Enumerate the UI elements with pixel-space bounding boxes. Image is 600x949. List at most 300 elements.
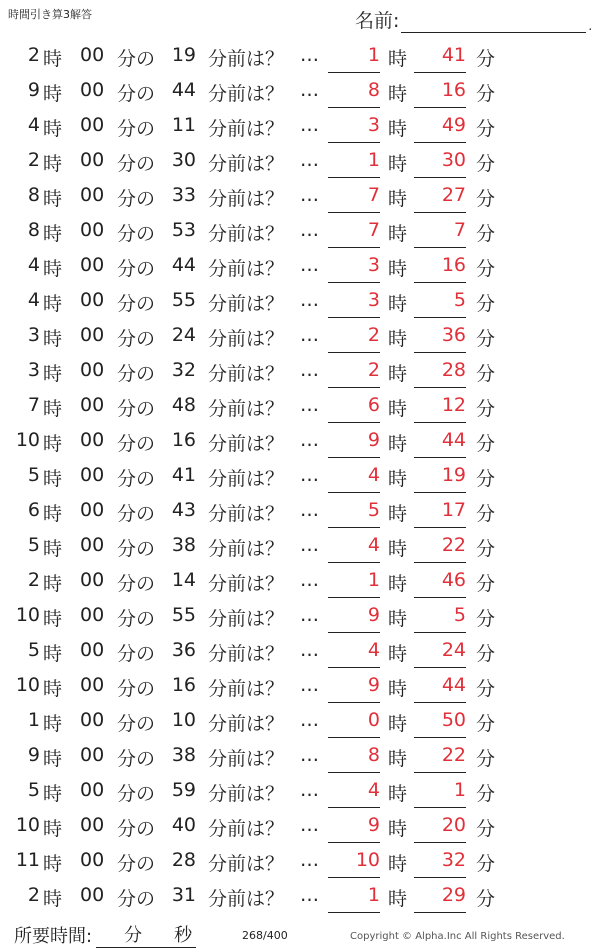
question-suffix: 分前は？ (208, 328, 285, 350)
answer-minute: 17 (414, 499, 466, 528)
ellipsis: … (300, 639, 319, 661)
ellipsis: … (300, 394, 319, 416)
problem-minute: 00 (80, 779, 105, 801)
time-second-unit: 秒 (174, 925, 193, 946)
minute-unit-of: 分の (117, 818, 156, 840)
answer-hour-unit: 時 (388, 153, 408, 175)
question-suffix: 分前は？ (208, 223, 285, 245)
question-suffix: 分前は？ (208, 748, 285, 770)
answer-minute-unit: 分 (476, 118, 496, 140)
problem-hour: 6 (27, 499, 40, 521)
answer-minute: 50 (414, 709, 466, 738)
problem-hour: 5 (27, 779, 40, 801)
problem-row (0, 390, 600, 425)
answer-minute-unit: 分 (476, 153, 496, 175)
ellipsis: … (300, 219, 319, 241)
minute-unit-of: 分の (117, 748, 156, 770)
minute-unit-of: 分の (117, 363, 156, 385)
ellipsis: … (300, 114, 319, 136)
hour-unit: 時 (43, 258, 63, 280)
answer-hour: 3 (328, 289, 380, 318)
problem-row (0, 845, 600, 880)
subtract-minutes: 32 (171, 359, 196, 381)
hour-unit: 時 (43, 538, 63, 560)
problem-hour: 10 (15, 429, 40, 451)
answer-hour-unit: 時 (388, 468, 408, 490)
subtract-minutes: 16 (171, 674, 196, 696)
ellipsis: … (300, 429, 319, 451)
problem-row (0, 75, 600, 110)
problem-hour: 9 (27, 744, 40, 766)
answer-minute: 29 (414, 884, 466, 913)
answer-minute: 36 (414, 324, 466, 353)
answer-minute-unit: 分 (476, 503, 496, 525)
time-label: 所要時間: (14, 926, 93, 947)
problem-minute: 00 (80, 149, 105, 171)
hour-unit: 時 (43, 223, 63, 245)
answer-minute-unit: 分 (476, 573, 496, 595)
minute-unit-of: 分の (117, 118, 156, 140)
problem-hour: 10 (15, 674, 40, 696)
answer-hour-unit: 時 (388, 643, 408, 665)
question-suffix: 分前は？ (208, 433, 285, 455)
ellipsis: … (300, 709, 319, 731)
hour-unit: 時 (43, 398, 63, 420)
answer-hour-unit: 時 (388, 748, 408, 770)
problem-minute: 00 (80, 744, 105, 766)
hour-unit: 時 (43, 818, 63, 840)
subtract-minutes: 44 (171, 254, 196, 276)
hour-unit: 時 (43, 188, 63, 210)
name-blank (401, 12, 586, 33)
answer-minute: 16 (414, 254, 466, 283)
problem-hour: 4 (27, 289, 40, 311)
answer-minute: 44 (414, 429, 466, 458)
answer-minute: 28 (414, 359, 466, 388)
hour-unit: 時 (43, 468, 63, 490)
problem-hour: 3 (27, 359, 40, 381)
answer-hour-unit: 時 (388, 258, 408, 280)
minute-unit-of: 分の (117, 188, 156, 210)
problem-row (0, 250, 600, 285)
answer-hour: 7 (328, 219, 380, 248)
answer-hour: 10 (328, 849, 380, 878)
answer-hour-unit: 時 (388, 678, 408, 700)
problem-hour: 9 (27, 79, 40, 101)
problem-row (0, 495, 600, 530)
question-suffix: 分前は？ (208, 188, 285, 210)
subtract-minutes: 40 (171, 814, 196, 836)
hour-unit: 時 (43, 433, 63, 455)
question-suffix: 分前は？ (208, 83, 285, 105)
answer-minute-unit: 分 (476, 783, 496, 805)
problem-minute: 00 (80, 534, 105, 556)
answer-minute: 16 (414, 79, 466, 108)
answer-minute: 22 (414, 534, 466, 563)
answer-hour-unit: 時 (388, 398, 408, 420)
subtract-minutes: 11 (171, 114, 196, 136)
answer-hour: 4 (328, 464, 380, 493)
problem-minute: 00 (80, 884, 105, 906)
problem-hour: 5 (27, 639, 40, 661)
question-suffix: 分前は？ (208, 468, 285, 490)
problem-row (0, 215, 600, 250)
minute-unit-of: 分の (117, 783, 156, 805)
answer-minute: 44 (414, 674, 466, 703)
answer-minute: 41 (414, 44, 466, 73)
problem-hour: 8 (27, 219, 40, 241)
time-minute-unit: 分 (124, 925, 143, 946)
ellipsis: … (300, 464, 319, 486)
answer-hour-unit: 時 (388, 783, 408, 805)
ellipsis: … (300, 814, 319, 836)
problem-minute: 00 (80, 849, 105, 871)
problem-minute: 00 (80, 429, 105, 451)
problem-hour: 2 (27, 884, 40, 906)
problem-minute: 00 (80, 709, 105, 731)
problem-row (0, 670, 600, 705)
problem-minute: 00 (80, 499, 105, 521)
hour-unit: 時 (43, 643, 63, 665)
answer-hour-unit: 時 (388, 538, 408, 560)
answer-hour-unit: 時 (388, 48, 408, 70)
answer-hour: 3 (328, 254, 380, 283)
problem-row (0, 110, 600, 145)
subtract-minutes: 10 (171, 709, 196, 731)
answer-hour: 9 (328, 429, 380, 458)
answer-hour-unit: 時 (388, 503, 408, 525)
answer-hour: 1 (328, 884, 380, 913)
hour-unit: 時 (43, 83, 63, 105)
minute-unit-of: 分の (117, 888, 156, 910)
minute-unit-of: 分の (117, 153, 156, 175)
answer-hour-unit: 時 (388, 328, 408, 350)
minute-unit-of: 分の (117, 223, 156, 245)
question-suffix: 分前は？ (208, 258, 285, 280)
question-suffix: 分前は？ (208, 363, 285, 385)
problem-minute: 00 (80, 569, 105, 591)
worksheet-title: 時間引き算3解答 (8, 8, 92, 21)
answer-minute: 7 (414, 219, 466, 248)
answer-minute-unit: 分 (476, 643, 496, 665)
question-suffix: 分前は？ (208, 573, 285, 595)
question-suffix: 分前は？ (208, 713, 285, 735)
subtract-minutes: 53 (171, 219, 196, 241)
problem-minute: 00 (80, 114, 105, 136)
answer-minute-unit: 分 (476, 608, 496, 630)
problem-row (0, 705, 600, 740)
answer-hour-unit: 時 (388, 188, 408, 210)
answer-hour-unit: 時 (388, 573, 408, 595)
problem-minute: 00 (80, 184, 105, 206)
problem-minute: 00 (80, 359, 105, 381)
ellipsis: … (300, 289, 319, 311)
answer-hour: 8 (328, 744, 380, 773)
answer-minute-unit: 分 (476, 398, 496, 420)
answer-hour: 9 (328, 674, 380, 703)
hour-unit: 時 (43, 573, 63, 595)
subtract-minutes: 38 (171, 744, 196, 766)
page-number: 268/400 (242, 929, 288, 942)
minute-unit-of: 分の (117, 468, 156, 490)
answer-hour: 4 (328, 534, 380, 563)
hour-unit: 時 (43, 748, 63, 770)
subtract-minutes: 28 (171, 849, 196, 871)
answer-hour-unit: 時 (388, 223, 408, 245)
hour-unit: 時 (43, 328, 63, 350)
answer-minute: 12 (414, 394, 466, 423)
answer-minute-unit: 分 (476, 328, 496, 350)
question-suffix: 分前は？ (208, 293, 285, 315)
problem-minute: 00 (80, 44, 105, 66)
problem-hour: 2 (27, 149, 40, 171)
minute-unit-of: 分の (117, 328, 156, 350)
minute-unit-of: 分の (117, 293, 156, 315)
hour-unit: 時 (43, 293, 63, 315)
answer-hour: 9 (328, 604, 380, 633)
ellipsis: … (300, 849, 319, 871)
answer-minute: 5 (414, 289, 466, 318)
minute-unit-of: 分の (117, 538, 156, 560)
problem-minute: 00 (80, 814, 105, 836)
problem-minute: 00 (80, 394, 105, 416)
problem-minute: 00 (80, 604, 105, 626)
ellipsis: … (300, 569, 319, 591)
answer-hour: 4 (328, 779, 380, 808)
answer-minute-unit: 分 (476, 83, 496, 105)
answer-hour-unit: 時 (388, 888, 408, 910)
problem-hour: 1 (27, 709, 40, 731)
problem-hour: 10 (15, 604, 40, 626)
answer-hour: 2 (328, 324, 380, 353)
problem-row (0, 145, 600, 180)
subtract-minutes: 31 (171, 884, 196, 906)
problem-hour: 10 (15, 814, 40, 836)
hour-unit: 時 (43, 678, 63, 700)
ellipsis: … (300, 254, 319, 276)
problem-minute: 00 (80, 639, 105, 661)
problem-row (0, 355, 600, 390)
subtract-minutes: 36 (171, 639, 196, 661)
answer-minute: 27 (414, 184, 466, 213)
subtract-minutes: 55 (171, 289, 196, 311)
problem-minute: 00 (80, 254, 105, 276)
answer-hour: 7 (328, 184, 380, 213)
subtract-minutes: 19 (171, 44, 196, 66)
answer-hour: 3 (328, 114, 380, 143)
hour-unit: 時 (43, 118, 63, 140)
problem-row (0, 180, 600, 215)
question-suffix: 分前は？ (208, 608, 285, 630)
minute-unit-of: 分の (117, 713, 156, 735)
ellipsis: … (300, 604, 319, 626)
subtract-minutes: 59 (171, 779, 196, 801)
answer-hour: 1 (328, 44, 380, 73)
minute-unit-of: 分の (117, 608, 156, 630)
problem-hour: 5 (27, 534, 40, 556)
answer-minute-unit: 分 (476, 293, 496, 315)
answer-minute-unit: 分 (476, 818, 496, 840)
problem-hour: 3 (27, 324, 40, 346)
answer-hour-unit: 時 (388, 433, 408, 455)
answer-hour: 1 (328, 149, 380, 178)
subtract-minutes: 44 (171, 79, 196, 101)
ellipsis: … (300, 44, 319, 66)
subtract-minutes: 41 (171, 464, 196, 486)
answer-hour: 5 (328, 499, 380, 528)
answer-hour-unit: 時 (388, 293, 408, 315)
time-blank (96, 927, 196, 948)
minute-unit-of: 分の (117, 433, 156, 455)
answer-minute-unit: 分 (476, 48, 496, 70)
answer-hour: 0 (328, 709, 380, 738)
name-field (355, 6, 592, 33)
question-suffix: 分前は？ (208, 538, 285, 560)
answer-minute: 49 (414, 114, 466, 143)
hour-unit: 時 (43, 503, 63, 525)
subtract-minutes: 33 (171, 184, 196, 206)
answer-minute: 5 (414, 604, 466, 633)
answer-minute-unit: 分 (476, 538, 496, 560)
ellipsis: … (300, 674, 319, 696)
problem-row (0, 880, 600, 915)
question-suffix: 分前は？ (208, 783, 285, 805)
answer-minute-unit: 分 (476, 223, 496, 245)
answer-minute-unit: 分 (476, 363, 496, 385)
answer-hour-unit: 時 (388, 363, 408, 385)
problem-hour: 2 (27, 569, 40, 591)
answer-minute-unit: 分 (476, 888, 496, 910)
hour-unit: 時 (43, 608, 63, 630)
hour-unit: 時 (43, 713, 63, 735)
problem-list (0, 40, 600, 915)
answer-minute-unit: 分 (476, 433, 496, 455)
problem-row (0, 635, 600, 670)
answer-minute: 24 (414, 639, 466, 668)
name-label: 名前: (355, 10, 400, 32)
problem-hour: 11 (15, 849, 40, 871)
answer-hour: 4 (328, 639, 380, 668)
answer-hour: 1 (328, 569, 380, 598)
subtract-minutes: 14 (171, 569, 196, 591)
question-suffix: 分前は？ (208, 818, 285, 840)
problem-minute: 00 (80, 289, 105, 311)
minute-unit-of: 分の (117, 573, 156, 595)
hour-unit: 時 (43, 153, 63, 175)
minute-unit-of: 分の (117, 503, 156, 525)
answer-hour-unit: 時 (388, 118, 408, 140)
answer-hour-unit: 時 (388, 83, 408, 105)
problem-row (0, 40, 600, 75)
answer-minute: 20 (414, 814, 466, 843)
minute-unit-of: 分の (117, 678, 156, 700)
subtract-minutes: 55 (171, 604, 196, 626)
question-suffix: 分前は？ (208, 153, 285, 175)
problem-row (0, 740, 600, 775)
problem-minute: 00 (80, 219, 105, 241)
answer-hour: 8 (328, 79, 380, 108)
answer-minute: 22 (414, 744, 466, 773)
answer-minute-unit: 分 (476, 258, 496, 280)
subtract-minutes: 48 (171, 394, 196, 416)
problem-row (0, 565, 600, 600)
subtract-minutes: 24 (171, 324, 196, 346)
minute-unit-of: 分の (117, 83, 156, 105)
problem-hour: 7 (27, 394, 40, 416)
question-suffix: 分前は？ (208, 888, 285, 910)
ellipsis: … (300, 744, 319, 766)
minute-unit-of: 分の (117, 258, 156, 280)
answer-minute: 30 (414, 149, 466, 178)
hour-unit: 時 (43, 48, 63, 70)
problem-hour: 8 (27, 184, 40, 206)
subtract-minutes: 38 (171, 534, 196, 556)
answer-minute-unit: 分 (476, 853, 496, 875)
problem-minute: 00 (80, 674, 105, 696)
minute-unit-of: 分の (117, 853, 156, 875)
answer-minute: 19 (414, 464, 466, 493)
answer-hour: 2 (328, 359, 380, 388)
answer-minute: 46 (414, 569, 466, 598)
problem-row (0, 460, 600, 495)
answer-minute-unit: 分 (476, 748, 496, 770)
answer-hour-unit: 時 (388, 818, 408, 840)
ellipsis: … (300, 79, 319, 101)
ellipsis: … (300, 884, 319, 906)
answer-hour: 9 (328, 814, 380, 843)
answer-minute-unit: 分 (476, 678, 496, 700)
question-suffix: 分前は？ (208, 678, 285, 700)
question-suffix: 分前は？ (208, 118, 285, 140)
answer-minute-unit: 分 (476, 188, 496, 210)
problem-hour: 4 (27, 114, 40, 136)
answer-minute: 1 (414, 779, 466, 808)
problem-row (0, 530, 600, 565)
time-required (14, 922, 196, 948)
problem-minute: 00 (80, 324, 105, 346)
problem-hour: 5 (27, 464, 40, 486)
hour-unit: 時 (43, 853, 63, 875)
question-suffix: 分前は？ (208, 643, 285, 665)
problem-row (0, 775, 600, 810)
ellipsis: … (300, 359, 319, 381)
minute-unit-of: 分の (117, 48, 156, 70)
problem-row (0, 320, 600, 355)
subtract-minutes: 30 (171, 149, 196, 171)
hour-unit: 時 (43, 783, 63, 805)
problem-row (0, 810, 600, 845)
ellipsis: … (300, 324, 319, 346)
answer-hour-unit: 時 (388, 713, 408, 735)
answer-minute: 32 (414, 849, 466, 878)
minute-unit-of: 分の (117, 398, 156, 420)
problem-hour: 2 (27, 44, 40, 66)
problem-row (0, 600, 600, 635)
ellipsis: … (300, 149, 319, 171)
problem-minute: 00 (80, 79, 105, 101)
answer-hour-unit: 時 (388, 853, 408, 875)
problem-minute: 00 (80, 464, 105, 486)
question-suffix: 分前は？ (208, 398, 285, 420)
problem-hour: 4 (27, 254, 40, 276)
hour-unit: 時 (43, 888, 63, 910)
ellipsis: … (300, 534, 319, 556)
problem-row (0, 285, 600, 320)
ellipsis: … (300, 184, 319, 206)
answer-minute-unit: 分 (476, 713, 496, 735)
ellipsis: … (300, 779, 319, 801)
ellipsis: … (300, 499, 319, 521)
